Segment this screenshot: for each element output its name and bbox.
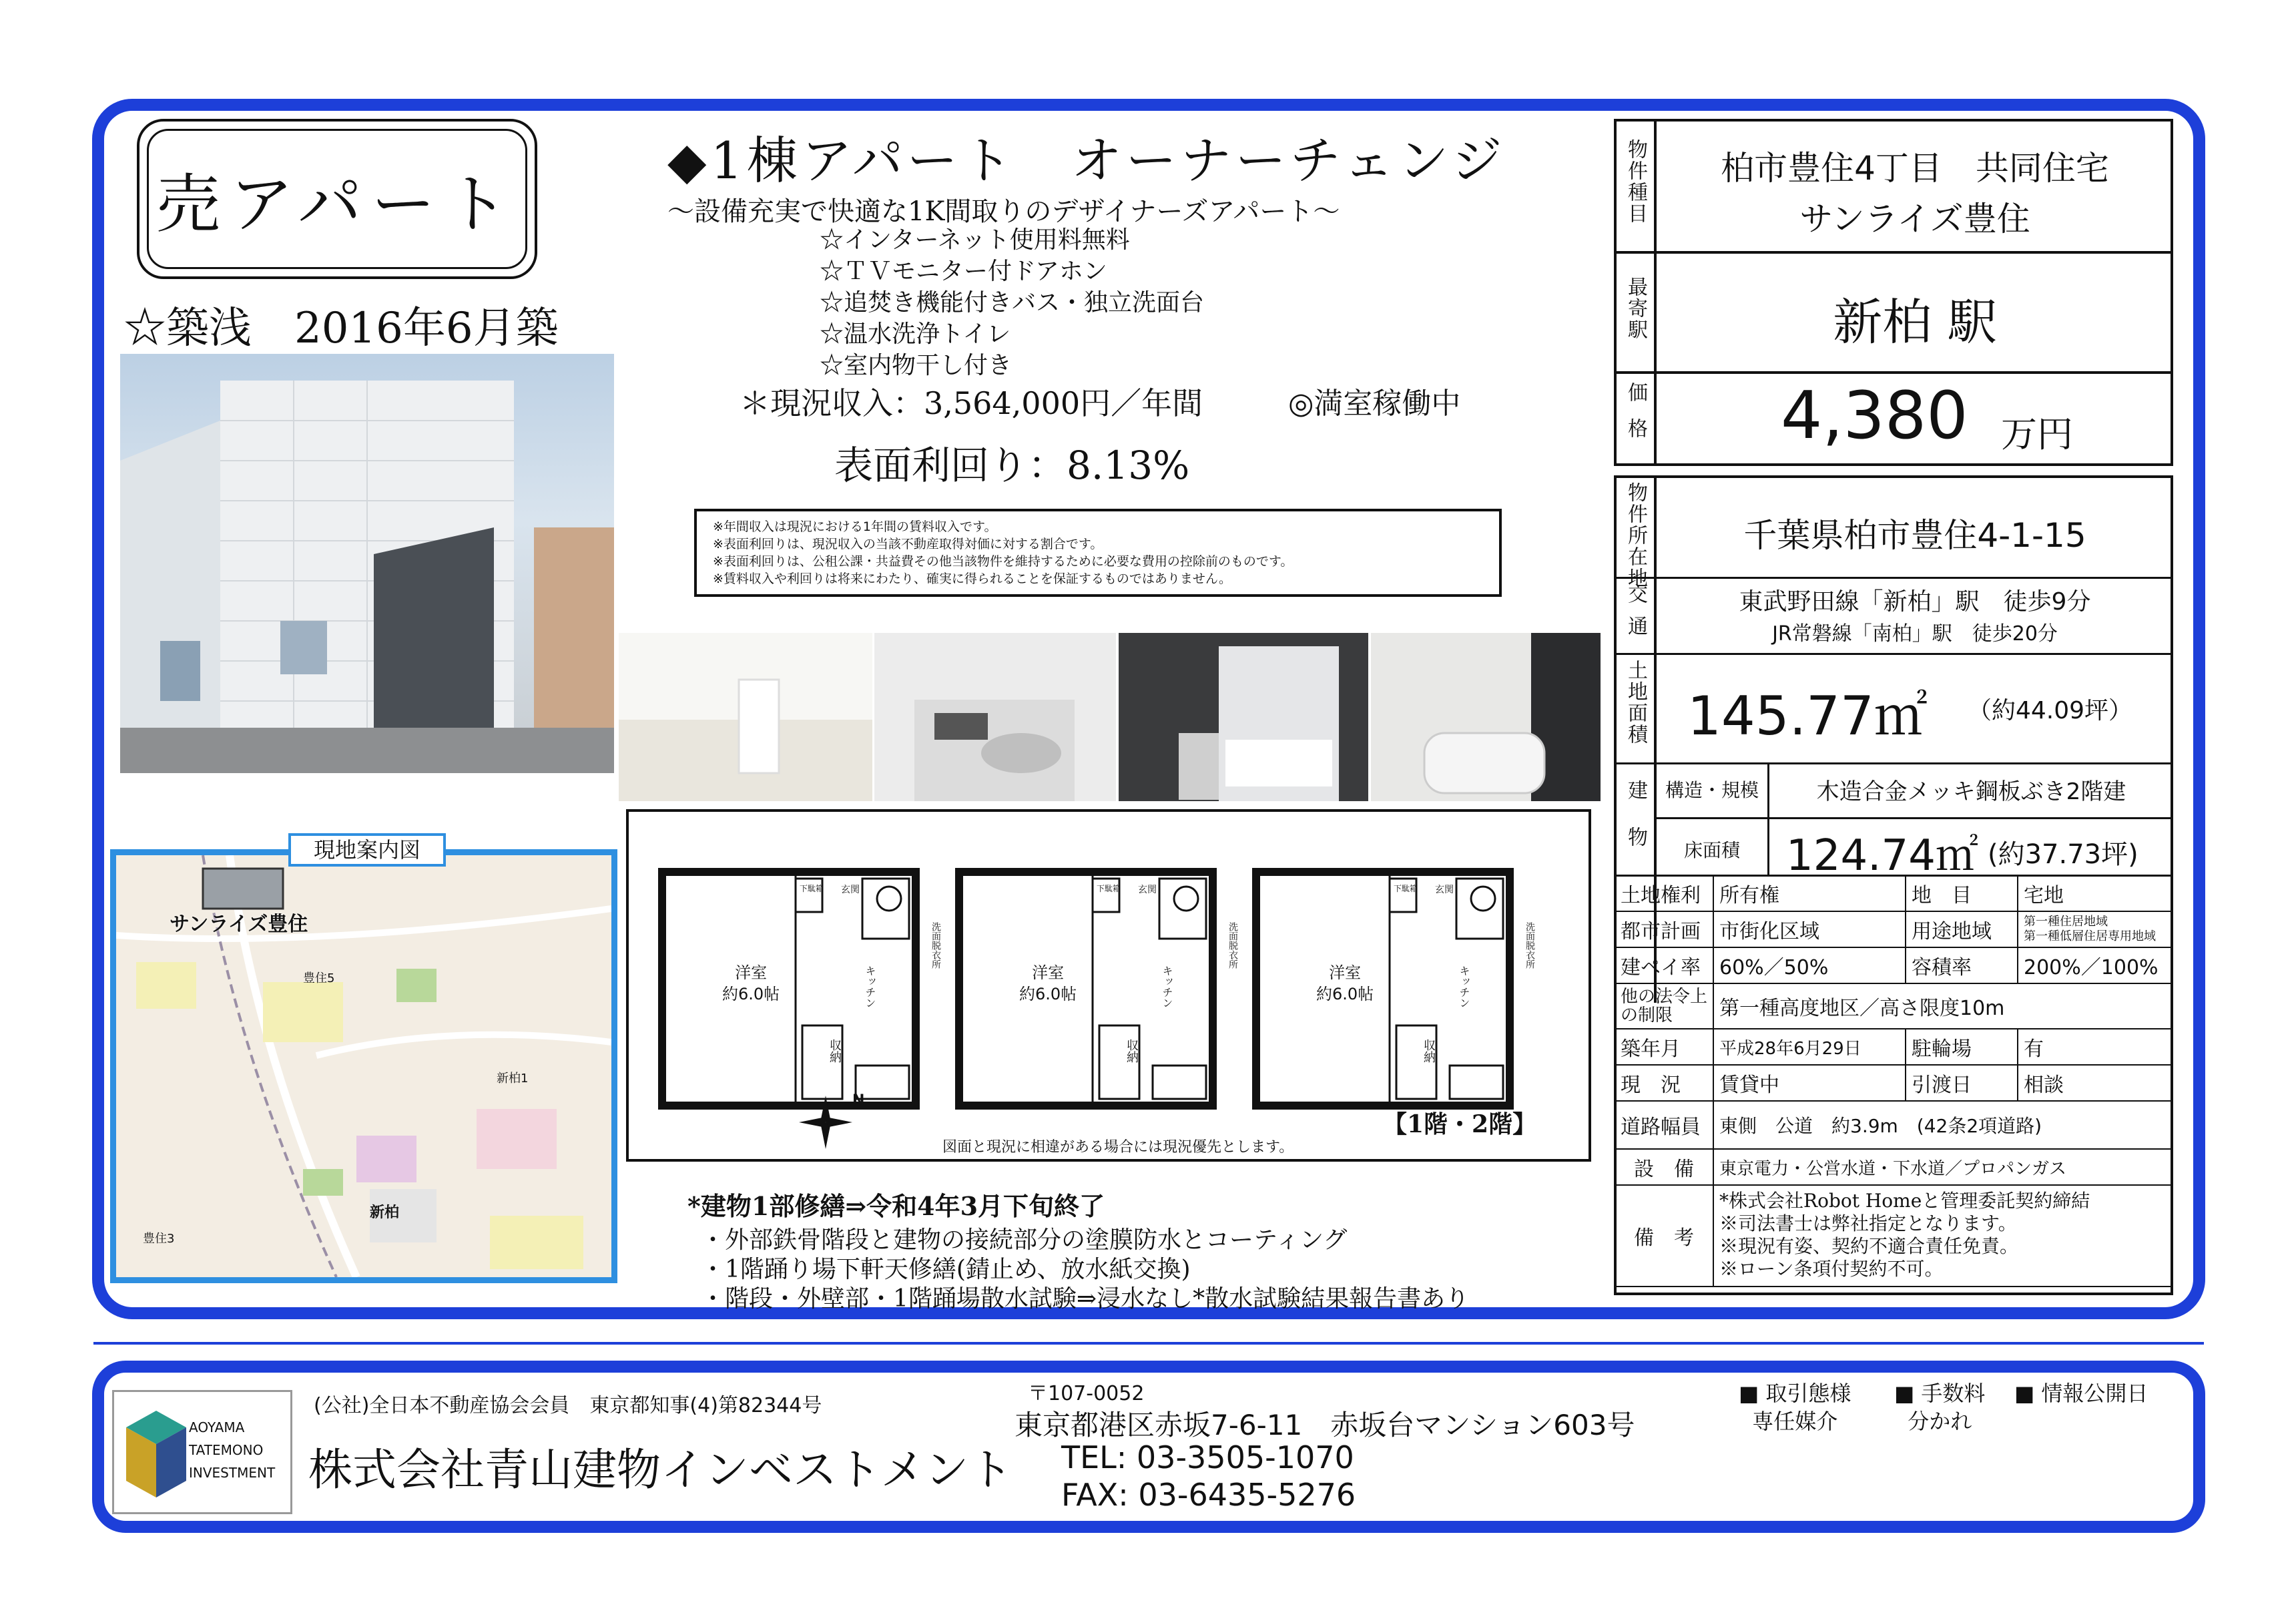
entrance-label: 玄関 bbox=[1435, 885, 1454, 895]
kitchen-label: キッチン bbox=[864, 965, 876, 1008]
map-label: 豊住3 bbox=[143, 1232, 175, 1246]
price-unit: 万円 bbox=[2001, 413, 2073, 455]
location-map bbox=[110, 849, 617, 1283]
price-label: 価格 bbox=[1624, 382, 1647, 454]
grid-key: 駐輪場 bbox=[1906, 1029, 2018, 1065]
grid-key: 地 目 bbox=[1906, 875, 2018, 911]
floorplan-frame bbox=[626, 809, 1591, 1162]
grid-key: 容積率 bbox=[1906, 947, 2018, 983]
grid-value: 東京電力・公営水道・下水道／プロパンガス bbox=[1713, 1149, 2173, 1185]
property-type: 柏市豊住4丁目 共同住宅 サンライズ豊住 bbox=[1721, 149, 2109, 238]
building-label: 建物 bbox=[1624, 780, 1647, 873]
bath-photo bbox=[1371, 633, 1601, 801]
map-station-label: 新柏 bbox=[370, 1204, 400, 1221]
note-line: ※賃料収入や利回りは将来にわたり、確実に得られることを保証するものではありません。 bbox=[713, 571, 1232, 586]
grid-value: 第一種住居地域 第一種低層住居専用地域 bbox=[2018, 911, 2173, 947]
feature-item: ☆追焚き機能付きバス・独立洗面台 bbox=[820, 289, 1205, 316]
repairs-item: ・階段・外壁部・1階踊場散水試験⇒浸水なし*散水試験結果報告書あり bbox=[701, 1285, 1470, 1313]
building-photo bbox=[120, 354, 614, 773]
station-label: 最寄駅 bbox=[1624, 276, 1647, 340]
grid-value: 第一種高度地区／高さ限度10m bbox=[1713, 983, 2173, 1029]
grid-key: 築年月 bbox=[1615, 1029, 1713, 1065]
company-address: 東京都港区赤坂7-6-11 赤坂台マンション603号 bbox=[1015, 1409, 1635, 1441]
feature-item: ☆温水洗浄トイレ bbox=[820, 320, 1011, 348]
structure: 木造合金メッキ鋼板ぶき2階建 bbox=[1816, 778, 2126, 805]
storage-label: 収納 bbox=[828, 1039, 842, 1063]
room-label: 洋室 約6.0帖 bbox=[1316, 963, 1374, 1003]
room-label: 洋室 約6.0帖 bbox=[1019, 963, 1077, 1003]
notes-box bbox=[694, 509, 1502, 597]
yield: 表面利回り：8.13% bbox=[834, 443, 1190, 488]
price: 4,380 bbox=[1781, 378, 1968, 454]
note-line: ※表面利回りは、現況収入の当該不動産取得対価に対する割合です。 bbox=[713, 537, 1103, 551]
note-line: ※年間収入は現況における1年間の賃料収入です。 bbox=[713, 519, 997, 534]
repairs-list bbox=[701, 1226, 1469, 1314]
address: 千葉県柏市豊住4-1-15 bbox=[1743, 516, 2086, 555]
type-label: 物件種目 bbox=[1624, 139, 1647, 224]
floor-area-label: 床面積 bbox=[1683, 839, 1740, 861]
entrance-label: 玄関 bbox=[841, 885, 860, 895]
feature-item: ☆室内物干し付き bbox=[820, 352, 1013, 379]
grid-key: 道路幅員 bbox=[1615, 1101, 1713, 1149]
land-area: 145.77㎡ bbox=[1687, 685, 1928, 747]
entrance-label: 玄関 bbox=[1138, 885, 1157, 895]
grid-key: 都市計画 bbox=[1615, 911, 1713, 947]
note-line: ※表面利回りは、公租公課・共益費その他当該物件を維持するために必要な費用の控除前のものです。 bbox=[713, 554, 1294, 569]
logo-text: AOYAMA TATEMONO INVESTMENT bbox=[189, 1419, 276, 1481]
fax: FAX: 03-6435-5276 bbox=[1061, 1477, 1356, 1513]
shoebox-label: 下駄箱 bbox=[1097, 884, 1121, 893]
floorplan-note: 図面と現況に相違がある場合には現況優先とします。 bbox=[942, 1139, 1294, 1156]
grid-key: 土地権利 bbox=[1615, 875, 1713, 911]
income: ＊現況収入：3,564,000円／年間 bbox=[740, 385, 1203, 421]
washroom-label: 洗面脱衣所 bbox=[930, 922, 941, 969]
company-name: 株式会社青山建物インベストメント bbox=[308, 1444, 1013, 1495]
grid-key: 引渡日 bbox=[1906, 1065, 2018, 1101]
map-label: 新柏1 bbox=[497, 1072, 529, 1086]
compass-icon bbox=[796, 1092, 856, 1152]
grid-value: 宅地 bbox=[2018, 875, 2173, 911]
divider-line bbox=[93, 1342, 2204, 1345]
shoebox-label: 下駄箱 bbox=[800, 884, 824, 893]
repairs-title: *建物1部修繕⇒令和4年3月下旬終了 bbox=[687, 1191, 1105, 1221]
commission: ■ 手数料 分かれ bbox=[1894, 1381, 1986, 1434]
floors-label: 【1階・2階】 bbox=[1383, 1110, 1537, 1138]
feature-item: ☆インターネット使用料無料 bbox=[820, 226, 1130, 254]
built-year: ☆築浅 2016年6月築 bbox=[123, 304, 559, 353]
room-photo bbox=[619, 633, 872, 801]
grid-key: 備 考 bbox=[1615, 1185, 1713, 1287]
room-label: 洋室 約6.0帖 bbox=[722, 963, 780, 1003]
sale-badge: 売アパート bbox=[147, 129, 527, 269]
washroom-label: 洗面脱衣所 bbox=[1524, 922, 1535, 969]
grid-key: 建ペイ率 bbox=[1615, 947, 1713, 983]
repairs-item: ・1階踊り場下軒天修繕(錆止め、放水紙交換) bbox=[701, 1256, 1191, 1283]
structure-label: 構造・規模 bbox=[1665, 779, 1759, 801]
land-label: 土地面積 bbox=[1624, 660, 1647, 745]
logo-mark-icon bbox=[119, 1404, 193, 1504]
washroom-photo bbox=[1119, 633, 1368, 801]
kitchen-photo bbox=[874, 633, 1116, 801]
grid-value: 賃貸中 bbox=[1713, 1065, 1906, 1101]
grid-value: 平成28年6月29日 bbox=[1713, 1029, 1906, 1065]
compass-north: N bbox=[852, 1092, 865, 1109]
kitchen-label: キッチン bbox=[1161, 965, 1173, 1008]
grid-value: 有 bbox=[2018, 1029, 2173, 1065]
washroom-label: 洗面脱衣所 bbox=[1227, 922, 1238, 969]
shoebox-label: 下駄箱 bbox=[1394, 884, 1418, 893]
access-label: 交通 bbox=[1624, 584, 1647, 648]
land-tsubo: （約44.09坪） bbox=[1968, 697, 2133, 724]
grid-key: 設 備 bbox=[1615, 1149, 1713, 1185]
grid-value: 60%／50% bbox=[1713, 947, 1906, 983]
grid-key: 現 況 bbox=[1615, 1065, 1713, 1101]
company-logo bbox=[112, 1390, 292, 1514]
grid-value: 東側 公道 約3.9m (42条2項道路) bbox=[1713, 1101, 2173, 1149]
grid-key: 他の法令上の制限 bbox=[1615, 983, 1713, 1029]
grid-key: 用途地域 bbox=[1906, 911, 2018, 947]
feature-list bbox=[820, 224, 1204, 381]
publish-date: ■ 情報公開日 bbox=[2014, 1381, 2148, 1406]
storage-label: 収納 bbox=[1125, 1039, 1139, 1063]
map-label: 豊住5 bbox=[303, 971, 335, 985]
grid-value: 市街化区域 bbox=[1713, 911, 1906, 947]
association: (公社)全日本不動産協会会員 東京都知事(4)第82344号 bbox=[314, 1394, 822, 1417]
subtitle: ～設備充実で快適な1K間取りのデザイナーズアパート～ bbox=[667, 196, 1340, 227]
floor-area: 124.74㎡ bbox=[1786, 831, 1978, 881]
occupancy: ◎満室稼働中 bbox=[1288, 387, 1461, 421]
grid-value: 相談 bbox=[2018, 1065, 2173, 1101]
grid-value: 200%／100% bbox=[2018, 947, 2173, 983]
floor-tsubo: (約37.73坪) bbox=[1988, 839, 2138, 870]
access: 東武野田線「新柏」駅 徒歩9分 JR常磐線「南柏」駅 徒歩20分 bbox=[1739, 588, 2091, 646]
map-property-label: サンライズ豊住 bbox=[170, 913, 308, 936]
telephone: TEL: 03-3505-1070 bbox=[1061, 1439, 1354, 1475]
address-label: 物件所在地 bbox=[1624, 482, 1647, 589]
spec-panel bbox=[1614, 119, 2173, 1295]
main-title: ◆1棟アパート オーナーチェンジ bbox=[667, 131, 1506, 190]
repairs-item: ・外部鉄骨階段と建物の接続部分の塗膜防水とコーティング bbox=[701, 1226, 1348, 1254]
trade-type: ■ 取引態様 専任媒介 bbox=[1739, 1381, 1851, 1434]
postal-code: 〒107-0052 bbox=[1028, 1382, 1145, 1405]
kitchen-label: キッチン bbox=[1458, 965, 1470, 1008]
map-title: 現地案内図 bbox=[288, 833, 446, 867]
feature-item: ☆ＴＶモニター付ドアホン bbox=[820, 258, 1107, 285]
remarks: *株式会社Robot Homeと管理委託契約締結 ※司法書士は弊社指定となります。 ※現況有姿、契約不適合責任免責。 ※ローン条項付契約不可。 bbox=[1713, 1185, 2173, 1287]
spec-grid bbox=[1614, 875, 2173, 1287]
grid-value: 所有権 bbox=[1713, 875, 1906, 911]
storage-label: 収納 bbox=[1422, 1039, 1436, 1063]
nearest-station: 新柏 駅 bbox=[1833, 294, 1997, 351]
